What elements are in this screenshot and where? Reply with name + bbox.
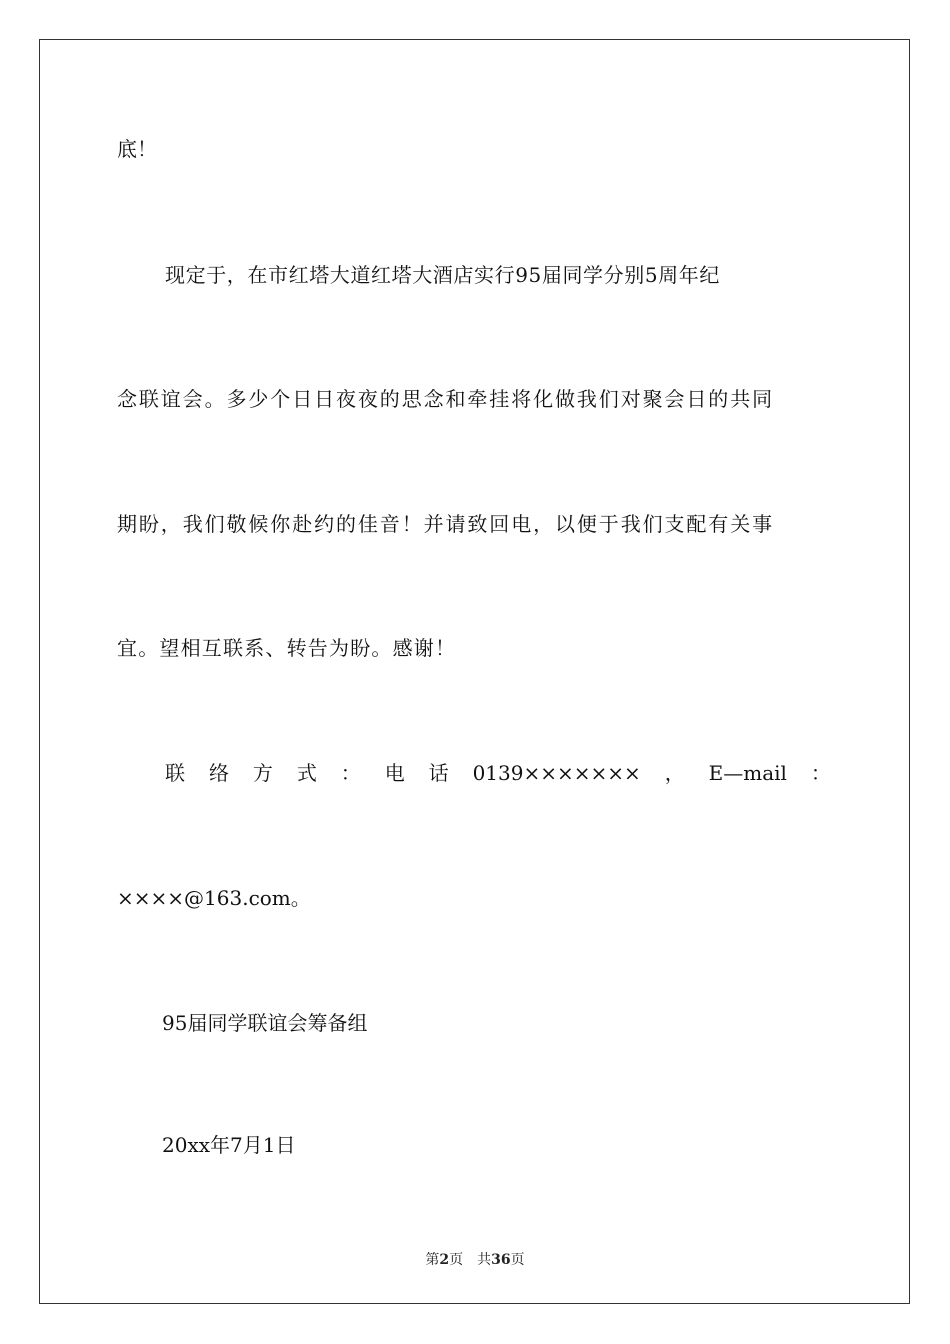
email-address: ××××@163.com。 xyxy=(117,886,311,910)
page-footer xyxy=(0,1249,950,1269)
page-border xyxy=(39,39,910,1304)
text-line-2: 现定于，在市红塔大道红塔大酒店实行95届同学分别5周年纪 xyxy=(165,263,720,287)
contact-part: 电 xyxy=(384,761,405,785)
contact-part: 式 xyxy=(296,761,317,785)
text-line-3: 念联谊会。多少个日日夜夜的思念和牵挂将化做我们对聚会日的共同 xyxy=(117,387,774,411)
footer-total-prefix: 共 xyxy=(477,1252,492,1268)
contact-part: 方 xyxy=(252,761,273,785)
contact-part: 络 xyxy=(208,761,229,785)
email-label: E—mail xyxy=(708,761,787,785)
text-line-1: 底！ xyxy=(117,137,157,161)
text-line-5: 宜。望相互联系、转告为盼。感谢！ xyxy=(117,636,457,660)
signature-date: 20xx年7月1日 xyxy=(162,1133,296,1157)
text-line-4: 期盼，我们敬候你赴约的佳音！并请致回电，以便于我们支配有关事 xyxy=(117,512,774,536)
signature-org: 95届同学联谊会筹备组 xyxy=(162,1011,368,1035)
footer-page-suffix: 页 xyxy=(449,1252,464,1268)
contact-line xyxy=(165,761,831,785)
footer-page-prefix: 第 xyxy=(425,1252,440,1268)
footer-total-suffix: 页 xyxy=(510,1252,525,1268)
contact-part: 话 xyxy=(428,761,449,785)
footer-total-pages: 36 xyxy=(491,1252,511,1268)
contact-part: 联 xyxy=(165,761,185,785)
contact-part: ， xyxy=(664,761,685,785)
phone-number: 0139××××××× xyxy=(472,761,641,785)
contact-part: ： xyxy=(340,761,361,785)
footer-page-number: 2 xyxy=(439,1252,450,1268)
contact-part: ： xyxy=(810,761,831,785)
